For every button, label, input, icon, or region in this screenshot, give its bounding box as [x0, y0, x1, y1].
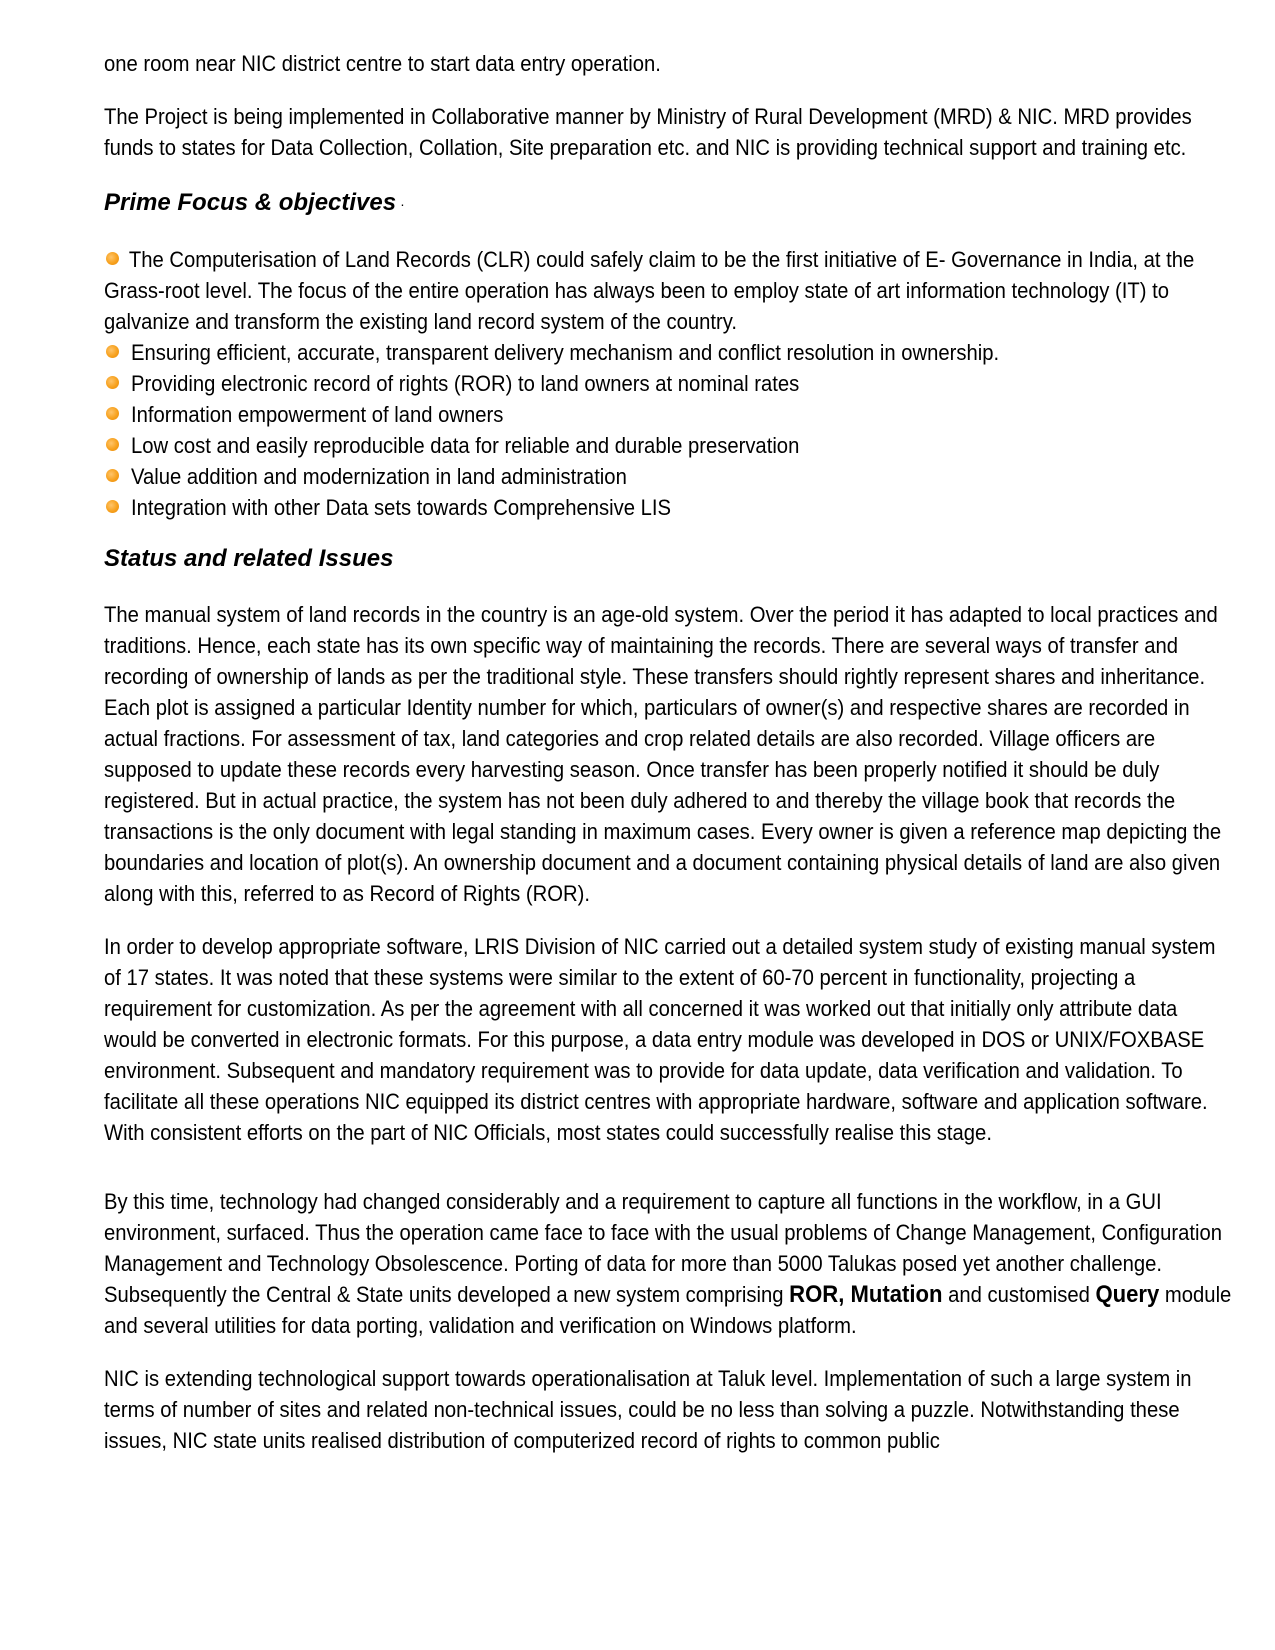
status-paragraph-2: In order to develop appropriate software, LRIS Division of NIC carried out a detailed system study of existing manual system of 17 states. It was noted that these systems were similar to the extent of 60-70 percent in functionality, projecting a requirement for customization. As per the agreement with all concerned it was worked out that initially only attribute data would be converted in electronic formats. For this purpose, a data entry module was developed in DOS or UNIX/FOXBASE environment. Subsequent and mandatory requirement was to provide for data update, data verification and validation. To facilitate all these operations NIC equipped its district centres with appropriate hardware, software and application software. With consistent efforts on the part of NIC Officials, most states could successfully realise this stage. [104, 933, 1216, 1145]
objectives-list [104, 244, 1234, 523]
objective-text: Providing electronic record of rights (ROR) to land owners at nominal rates [131, 370, 800, 396]
orange-dot-icon [106, 407, 119, 420]
ror-mutation-emphasis: ROR, Mutation [789, 1280, 943, 1308]
orange-dot-icon [106, 345, 119, 358]
orange-dot-icon [106, 469, 119, 482]
prime-focus-heading-text: Prime Focus & objectives [104, 189, 397, 216]
intro-continuation-paragraph: one room near NIC district centre to start data entry operation. [104, 51, 661, 76]
orange-dot-icon [106, 500, 119, 513]
objective-text: Information empowerment of land owners [131, 401, 504, 427]
objective-item [104, 399, 1234, 430]
objective-item [104, 461, 1234, 492]
objective-item [104, 430, 1234, 461]
status-heading: Status and related Issues [104, 544, 394, 572]
query-emphasis: Query [1095, 1280, 1160, 1308]
objective-item [104, 368, 1234, 399]
objective-item [104, 244, 1234, 337]
objective-text: Low cost and easily reproducible data for reliable and durable preservation [131, 432, 800, 458]
prime-focus-heading [104, 187, 1234, 220]
orange-dot-icon [106, 376, 119, 389]
project-paragraph: The Project is being implemented in Collaborative manner by Ministry of Rural Development (MRD) & NIC. MRD provides funds to states for Data Collection, Collation, Site preparation etc. and NIC is providing technical support and training etc. [104, 104, 1192, 160]
status-paragraph-3 [104, 1186, 1234, 1341]
heading-stray-mark: · [400, 195, 405, 212]
status-paragraph-4: NIC is extending technological support towards operationalisation at Taluk level. Implementation of such a large system in terms of number of sites and related non-technical issues, could be no less than solving a puzzle. Notwithstanding these issues, NIC state units realised distribution of computerized record of rights to common public [104, 1365, 1192, 1453]
para3-text-c: module and several utilities for data porting, validation and verification on Windows platform. [104, 1281, 1232, 1338]
document-page [104, 48, 1234, 1456]
objective-text: The Computerisation of Land Records (CLR) could safely claim to be the first initiative of E- Governance in India, at the Grass-root level. The focus of the entire operation has always been to employ state of art information technology (IT) to galvanize and transform the existing land record system of the country. [104, 246, 1195, 334]
objective-item [104, 492, 1234, 523]
status-paragraph-1: The manual system of land records in the country is an age-old system. Over the period it has adapted to local practices and traditions. Hence, each state has its own specific way of maintaining the records. There are several ways of transfer and recording of ownership of lands as per the traditional style. These transfers should rightly represent shares and inheritance. Each plot is assigned a particular Identity number for which, particulars of owner(s) and respective shares are recorded in actual fractions. For assessment of tax, land categories and crop related details are also recorded. Village officers are supposed to update these records every harvesting season. Once transfer has been properly notified it should be duly registered. But in actual practice, the system has not been duly adhered to and thereby the village book that records the transactions is the only document with legal standing in maximum cases. Every owner is given a reference map depicting the boundaries and location of plot(s). An ownership document and a document containing physical details of land are also given along with this, referred to as Record of Rights (ROR). [104, 601, 1222, 906]
orange-dot-icon [106, 438, 119, 451]
objective-text: Integration with other Data sets towards Comprehensive LIS [131, 494, 672, 520]
objective-item [104, 337, 1234, 368]
objective-text: Ensuring efficient, accurate, transparent delivery mechanism and conflict resolution in ownership. [131, 339, 1000, 365]
para3-text-b: and customised [942, 1281, 1096, 1307]
para3-text-a: By this time, technology had changed considerably and a requirement to capture all functions in the workflow, in a GUI environment, surfaced. Thus the operation came face to face with the usual problems of Change Management, Configuration Management and Technology Obsolescence. Porting of data for more than 5000 Talukas posed yet another challenge. Subsequently the Central & State units developed a new system comprising [104, 1188, 1222, 1307]
objective-text: Value addition and modernization in land administration [131, 463, 627, 489]
